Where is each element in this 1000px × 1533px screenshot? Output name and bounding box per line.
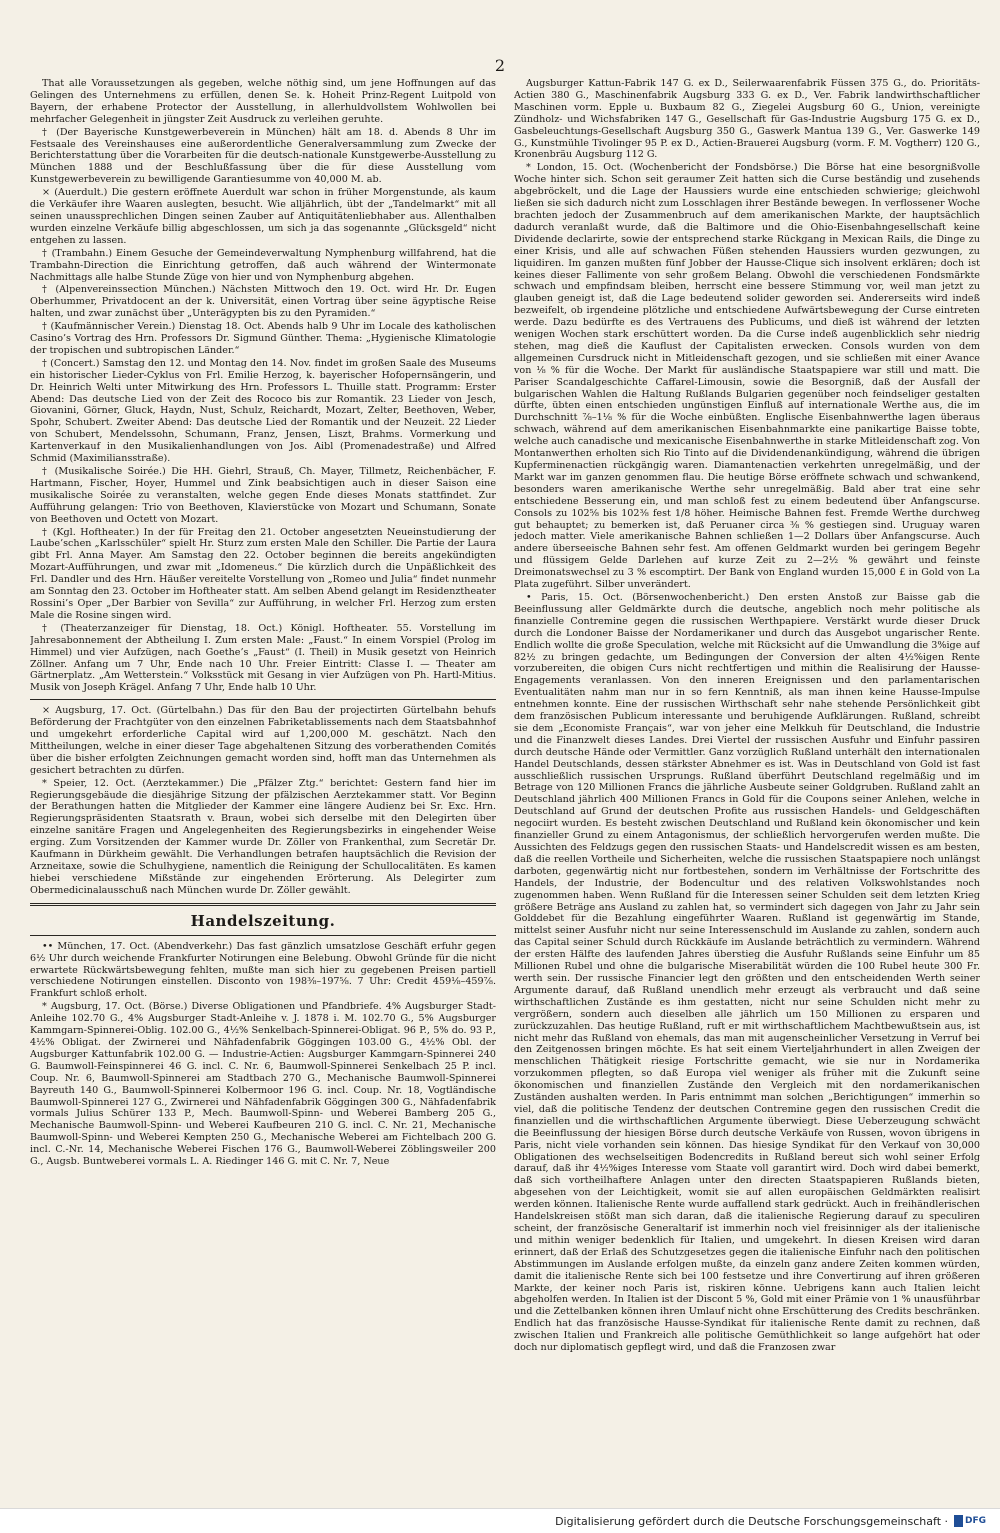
- dfg-logo-text: DFG: [965, 1515, 987, 1526]
- digitization-footer: [0, 1508, 1000, 1533]
- article-paragraph: † (Der Bayerische Kunstgewerbeverein in München) hält am 18. d. Abends 8 Uhr im Festsaale des Vereinshauses eine außerordentliche Generalversammlung zum Zwecke der Berichterstattung über die Vorarbeiten für die deutsch-nationale Kunstgewerbe-Ausstellung zu München 1888 und der Beschlußfassung über die für diese Ausstellung vom Kunstgewerbeverein zu bewilligende Garantiesumme von 40,000 M. ab.: [30, 126, 496, 186]
- article-paragraph: † (Kaufmännischer Verein.) Dienstag 18. Oct. Abends halb 9 Uhr im Locale des katholischen Casino’s Vortrag des Hrn. Professors Dr. Sigmund Günther. Thema: „Hygienische Klimatologie der tropischen und subtropischen Länder.“: [30, 321, 496, 356]
- footer-credit-text: Digitalisierung gefördert durch die Deutsche Forschungsgemeinschaft ·: [555, 1515, 948, 1528]
- newspaper-columns: [30, 78, 980, 1473]
- article-paragraph: * London, 15. Oct. (Wochenbericht der Fondsbörse.) Die Börse hat eine besorgnißvolle Woche hinter sich. Schon seit geraumer Zeit hatten sich die Curse beständig und zusehends abgebröckelt, und die Lage der Haussiers wurde eine entschieden schwierige; gleichwohl ließen sie sich dadurch nicht zum Losschlagen ihrer Bestände bewegen. In verflossener Woche brachten jedoch der Zusammenbruch auf dem amerikanischen Markte, der hauptsächlich dadurch veranlaßt wurde, daß die Baltimore und die Ohio-Eisenbahngesellschaft keine Dividende declarirte, sowie der entsprechend starke Rückgang in Mexican Rails, die Dinge zu einer Krisis, und alle auf schwachen Füßen stehenden Haussiers wurden gezwungen, zu liquidiren. Im ganzen mußten fünf Jobber der Hausse-Clique sich insolvent erklären; doch ist keines dieser Fallimente von sehr großem Belang. Obwohl die verschiedenen Fondsmärkte schwach und empfindsam bleiben, herrscht eine bessere Stimmung vor, weil man jetzt zu glauben geneigt ist, daß die Lage bedeutend solider geworden sei. Andererseits wird indeß bezweifelt, ob irgendeine plötzliche und entschiedene Aufwärtsbewegung der Curse eintreten werde. Dazu bedürfte es des Vertrauens des Publicums, und dieß ist während der letzten wenigen Wochen stark erschüttert worden. Da die Curse indeß augenblicklich sehr niedrig stehen, mag dieß die Kauflust der Capitalisten erwecken. Consols wurden von dem allgemeinen Cursdruck nicht in Mitleidenschaft gezogen, und sie schließen mit einer Avance von ⅛ % für die Woche. Der Markt für ausländische Staatspapiere war still und matt. Die Pariser Scandalgeschichte Caffarel-Limousin, sowie die Besorgniß, daß der Ausfall der bulgarischen Wahlen die Haltung Rußlands Bulgarien gegenüber noch feindseliger gestalten dürfte, übten einen entschieden ungünstigen Einfluß auf internationale Werthe aus, die im Durchschnitt ⅞–1⅛ % für die Woche einbüßten. Englische Eisenbahnwerthe lagen überaus schwach, während auf dem amerikanischen Eisenbahnmarkte eine panikartige Baisse tobte, welche auch canadische und mexicanische Eisenbahnwerthe in starke Mitleidenschaft zog. Von Montanwerthen erholten sich Rio Tinto auf die Dividendenankündigung, während die übrigen Kupferminenactien rückgängig waren. Diamantenactien verkehrten unregelmäßig, und der Markt war im ganzen genommen flau. Die heutige Börse eröffnete schwach und schwankend, besonders waren amerikanische Werthe sehr unregelmäßig. Bald aber trat eine sehr entschiedene Besserung ein, und man schloß fest zu einem bedeutend über Anfangscurse. Consols zu 102⅝ bis 102⅜ fest 1/8 höher. Heimische Bahnen fest. Fremde Werthe durchweg gut behauptet; zu bemerken ist, daß Peruaner circa ⅜ % gestiegen sind. Uruguay waren jedoch matter. Viele amerikanische Bahnen schließen 1—2 Dollars über Anfangscurse. Auch andere überseeische Bahnen sehr fest. Am offenen Geldmarkt wurden bei geringem Begehr und flüssigem Gelde Darlehen auf kurze Zeit zu 2—2½ % gewährt und feinste Dreimonatswechsel zu 3 % escomptirt. Der Bank von England wurden 15,000 £ in Gold von La Plata zugeführt. Silber unverändert.: [514, 162, 980, 591]
- right-column: [514, 78, 980, 1473]
- dfg-logo: [954, 1513, 992, 1528]
- article-paragraph: That alle Voraussetzungen als gegeben, welche nöthig sind, um jene Hoffnungen auf das Gelingen des Unternehmens zu erfüllen, denen Se. k. Hoheit Prinz-Regent Luitpold von Bayern, der erhabene Protector der Ausstellung, in allerhuldvollstem Wohlwollen bei mehrfacher Gelegenheit in jüngster Zeit Ausdruck zu verleihen geruhte.: [30, 78, 496, 125]
- page-number: 2: [494, 56, 506, 75]
- article-paragraph: † (Concert.) Samstag den 12. und Montag den 14. Nov. findet im großen Saale des Museums ein historischer Lieder-Cyklus von Frl. Emilie Herzog, k. bayerischer Hofopernsängerin, und Dr. Heinrich Welti unter Mitwirkung des Hrn. Professors L. Thuille statt. Programm: Erster Abend: Das deutsche Lied von der Zeit des Rococo bis zur Romantik. 23 Lieder von Jesch, Giovanini, Görner, Gluck, Haydn, Nust, Schulz, Reichardt, Mozart, Zelter, Beethoven, Weber, Spohr, Schubert. Zweiter Abend: Das deutsche Lied der Romantik und der Neuzeit. 22 Lieder von Schubert, Mendelssohn, Schumann, Franz, Jensen, Liszt, Brahms. Vormerkung und Kartenverkauf in den Musikalienhandlungen von Jos. Aibl (Promenadestraße) und Alfred Schmid (Maximiliansstraße).: [30, 357, 496, 465]
- article-paragraph: † (Kgl. Hoftheater.) In der für Freitag den 21. October angesetzten Neueinstudierung der Laube’schen „Karlsschüler“ spielt Hr. Sturz zum ersten Male den Schiller. Die Partie der Laura gibt Frl. Anna Mayer. Am Samstag den 22. October beginnen die bereits angekündigten Mozart-Aufführungen, und zwar mit „Idomeneus.“ Die kürzlich durch die Unpäßlichkeit des Frl. Dandler und des Hrn. Häußer vereitelte Vorstellung von „Romeo und Julia“ findet nunmehr am Sonntag den 23. October im Hoftheater statt. Am selben Abend gelangt im Residenztheater Rossini’s Oper „Der Barbier von Sevilla“ zur Aufführung, in welcher Frl. Herzog zum ersten Male die Rosine singen wird.: [30, 526, 496, 621]
- regional-news-section: [30, 705, 496, 897]
- article-paragraph: Augsburger Kattun-Fabrik 147 G. ex D., Seilerwaarenfabrik Füssen 375 G., do. Prioritäts-Actien 380 G., Maschinenfabrik Augsburg 333 G. ex D., Ver. Fabrik landwirthschaftlicher Maschinen vorm. Epple u. Buxbaum 82 G., Ziegelei Augsburg 60 G., Union, vereinigte Zündholz- und Wichsfabriken 147 G., Gesellschaft für Gas-Industrie Augsburg 175 G. ex D., Gasbeleuchtungs-Gesellschaft Augsburg 350 G., Gaswerk Mantua 139 G., Ver. Gaswerke 149 G., Kunstmühle Tivolinger 95 P. ex D., Actien-Brauerei Augsburg (vorm. F. M. Vogtherr) 120 G., Kronenbräu Augsburg 112 G.: [514, 78, 980, 161]
- article-paragraph: ⨯ Augsburg, 17. Oct. (Gürtelbahn.) Das für den Bau der projectirten Gürtelbahn behufs Beförderung der Frachtgüter von den einzelnen Fabriketablissements nach dem Staatsbahnhof und umgekehrt erforderliche Capital wird auf 1,200,000 M. geschätzt. Nach den Mittheilungen, welche in einer dieser Tage abgehaltenen Sitzung des vorberathenden Comités über die bisher erfolgten Zeichnungen gemacht worden sind, hofft man das Unternehmen als gesichert betrachten zu dürfen.: [30, 705, 496, 776]
- article-paragraph: * Speier, 12. Oct. (Aerztekammer.) Die „Pfälzer Ztg.“ berichtet: Gestern fand hier im Regierungsgebäude die diesjährige Sitzung der pfälzischen Aerztekammer statt. Vor Beginn der Berathungen hatten die Mitglieder der Kammer eine längere Audienz bei Sr. Exc. Hrn. Regierungspräsidenten Staatsrath v. Braun, wobei sich derselbe mit den Delegirten über einzelne sanitäre Fragen und Angelegenheiten des Regierungsbezirks in eingehender Weise erging. Zum Vorsitzenden der Kammer wurde Dr. Zöller von Frankenthal, zum Secretär Dr. Kaufmann in Dürkheim gewählt. Die Verhandlungen betrafen hauptsächlich die Revision der Arzneitaxe, sowie die Schulhygiene, namentlich die Reinigung der Schullocalitäten. Es kamen hiebei verschiedene Mißstände zur eingehenden Erörterung. Als Delegirter zum Obermedicinalausschuß nach München wurde Dr. Zöller gewählt.: [30, 777, 496, 896]
- article-paragraph: † (Alpenvereinssection München.) Nächsten Mittwoch den 19. Oct. wird Hr. Dr. Eugen Oberhummer, Privatdocent an der k. Universität, einen Vortrag über seine ägyptische Reise halten, und zwar zunächst über „Unterägypten bis zu den Pyramiden.“: [30, 284, 496, 320]
- commerce-news-section: [30, 941, 496, 1168]
- section-divider-rule: [30, 903, 496, 906]
- local-news-section: [30, 78, 496, 694]
- article-paragraph: ⨯ (Auerdult.) Die gestern eröffnete Auerdult war schon in früher Morgenstunde, als kaum die Verkäufer ihre Waaren auslegten, besucht. Wie alljährlich, übt der „Tandelmarkt“ mit all seinen unaussprechlichen Dingen seinen Zauber auf Antiquitätenliebhaber aus. Allenthalben wurden einzelne Verkäufe billig abgeschlossen, um sich ja das sogenannte „Glücksgeld“ nicht entgehen zu lassen.: [30, 187, 496, 246]
- article-paragraph: •• München, 17. Oct. (Abendverkehr.) Das fast gänzlich umsatzlose Geschäft erfuhr gegen 6½ Uhr durch weichende Frankfurter Notirungen eine Belebung. Obwohl Gründe für die nicht erwartete Rückwärtsbewegung fehlten, mußte man sich hier zu gegebenen Preisen partiell verschiedene Notirungen einstellen. Disconto von 198⅜–197⅝. 7 Uhr: Credit 459⅛–459⅞. Frankfurt schloß erholt.: [30, 940, 496, 1000]
- article-paragraph: † (Trambahn.) Einem Gesuche der Gemeindeverwaltung Nymphenburg willfahrend, hat die Trambahn-Direction die Einrichtung getroffen, daß auch während der Wintermonate Nachmittags alle halbe Stunde Züge von hier und von Nymphenburg abgehen.: [30, 247, 496, 283]
- article-paragraph: • Paris, 15. Oct. (Börsenwochenbericht.) Den ersten Anstoß zur Baisse gab die Beeinflussung aller Geldmärkte durch die deutsche, angeblich noch mehr politische als finanzielle Contremine gegen die russischen Werthpapiere. Verstärkt wurde dieser Druck durch die Londoner Baisse der Nordamerikaner und durch das Ausgebot ungarischer Rente. Endlich wollte die große Speculation, welche mit Rücksicht auf die Umwandlung die 3%ige auf 82½ zu bringen gedachte, um Bedingungen der Conversion der alten 4½%igen Rente vorzubereiten, die obigen Curs nicht rechtfertigen und mithin die Realisirung der Hausse-Engagements veranlassen. Von den inneren Ereignissen und den parlamentarischen Eventualitäten nahm man nur in so fern Kenntniß, als man ihnen keine Hausse-Impulse entnehmen konnte. Eine der russischen Wirthschaft sehr nahe stehende Persönlichkeit gibt dem französischen Publicum interessante und beruhigende Aufklärungen. Rußland, schreibt sie dem „Economiste Français“, war von jeher eine Melkkuh für Deutschland, die Industrie und die Finanzwelt dieses Landes. Drei Viertel der russischen Ausfuhr und Einfuhr passiren durch deutsche Hände oder Vermittler. Ganz vorzüglich Rußland unterhält den internationalen Handel Deutschlands, dessen stärkster Abnehmer es ist. Was in Deutschland von Gold ist fast ausschließlich russischen Ursprungs. Rußland überführt Deutschland regelmäßig und im Betrage von 120 Millionen Francs die jährliche Ausbeute seiner Goldgruben. Rußland zahlt an Deutschland jährlich 400 Millionen Francs in Gold für die Coupons seiner Anlehen, welche in Deutschland auf Grund der deutschen Profite aus russischen Handels- und Geldgeschäften negociirt wurden. Es besteht zwischen Deutschland und Rußland kein ökonomischer und kein finanzieller Grund zu einem Antagonismus, der schließlich hervorgerufen werden mußte. Die Aussichten des Feldzugs gegen den russischen Staats- und Handelscredit wissen es am besten, daß die reellen Vortheile und Sicherheiten, welche die russischen Staatspapiere noch unlängst darboten, gegenwärtig nicht nur fortbestehen, sondern im Verhältnisse der Fortschritte des Handels, der Industrie, der Bodencultur und des relativen Volkswohlstandes noch zugenommen haben. Wenn Rußland für die Interessen seiner Schulden seit dem letzten Krieg größere Beträge ans Ausland zu zahlen hat, so vermindert sich dagegen von Jahr zu Jahr sein Golddebet für die Bezahlung eingeführter Waaren. Rußland ist gegenwärtig im Stande, mittelst seiner Ausfuhr nicht nur seine Interessenschuld im Auslande zu zahlen, sondern auch das Capital seiner Schuld durch Rückkäufe im Auslande beträchtlich zu vermindern. Während der ersten Hälfte des laufenden Jahres überstieg die Ausfuhr Rußlands seine Einfuhr um 85 Millionen Rubel und ohne die bulgarische Miserabilität würden die 100 Rubel heute 300 Fr. werth sein. Der russische Financier legt den größten und den entscheidenden Werth seiner Argumente darauf, daß Rußland unendlich mehr erzeugt als verbraucht und daß seine wirthschaftlichen Zustände es ihm gestatten, nicht nur seine Schulden nicht mehr zu vergrößern, sondern auch dieselben alle jährlich um 150 Millionen zu ersparen und zurückzuzahlen. Das heutige Rußland, ruft er mit wirthschaftlichem Machtbewußtsein aus, ist nicht mehr das Rußland von ehemals, das man mit augenscheinlicher Versetzung in Verruf bei den Zeitgenossen bringen möchte. Es hat seit einem Vierteljahrhundert in allen Zweigen der menschlichen Thätigkeit riesige Fortschritte gemacht, wie sie nur in Nordamerika vorzukommen pflegten, so daß Europa viel weniger als früher mit die Zukunft seine ökonomischen und finanziellen Zustände den Vergleich mit den nordamerikanischen Zuständen aushalten werden. In Paris entnimmt man solchen „Berichtigungen“ immerhin so viel, daß die politische Tendenz der deutschen Contremine gegen den russischen Credit die finanziellen und die wirthschaftlichen Argumente überwiegt. Diese Ueberzeugung schwächt die Beeinflussung der hiesigen Börse durch deutsche Verkäufe von Russen, wovon übrigens in Paris, nicht viele vorhanden sein können. Das hiesige Syndikat für den Verkauf von 30,000 Obligationen des wechselseitigen Bodencredits in Rußland bereut sich wohl seiner Erfolg darauf, daß ihr 4½%iges Interesse vom Staate voll garantirt wird. Doch wird dabei bemerkt, daß sich vortheilhaftere Anlagen unter den directen Staatspapieren Rußlands bieten, abgesehen von der Leichtigkeit, womit sie auf allen europäischen Geldmärkten realisirt werden können. Italienische Rente wurde auffallend stark gedrückt. Auch in freihändlerischen Handelskreisen stößt man sich daran, daß die italienische Regierung darauf zu speculiren scheint, der französische Generaltarif ist immerhin noch viel freisinniger als der italienische und mithin weniger bedenklich für Italien, und umgekehrt. In diesen Kreisen wird daran erinnert, daß der Erlaß des Schutzgesetzes gegen die italienische Einfuhr nach den politischen Abstimmungen im Auslande erfolgen mußte, da einzeln ganz andere Zeiten kommen würden, damit die italienische Rente sich bei 100 festsetze und ihre Convertirung auf ihren größeren Markte, der keiner noch Paris ist, riskiren könne. Uebrigens kann auch Italien leicht abgeholfen werden. In Italien ist der Discont 5 %, Gold mit einer Prämie von 1 % unausführbar und die Zettelbanken können ihren Umlauf nicht ohne Erschütterung des Credits beschränken. Endlich hat das französische Hausse-Syndikat für italienische Rente damit zu rechnen, daß zwischen Italien und Frankreich alle politische Gemüthlichkeit so lange aufgehört hat oder doch nur diplomatisch gepflegt wird, und daß die Franzosen zwar: [514, 591, 980, 1354]
- article-paragraph: * Augsburg, 17. Oct. (Börse.) Diverse Obligationen und Pfandbriefe. 4% Augsburger Stadt-Anleihe 102.70 G., 4% Augsburger Stadt-Anleihe v. J. 1878 i. M. 102.70 G., 5% Augsburger Kammgarn-Spinnerei-Oblig. 102.00 G., 4½% Senkelbach-Spinnerei-Obligat. 96 P., 5% do. 93 P., 4½% Obligat. der Zwirnerei und Nähfadenfabrik Göggingen 103.00 G., 4½% Obl. der Augsburger Kattunfabrik 102.00 G. — Industrie-Actien: Augsburger Kammgarn-Spinnerei 240 G. Baumwoll-Feinspinnerei 46 G. incl. C. Nr. 6, Baumwoll-Spinnerei Senkelbach 25 P. incl. Coup. Nr. 6, Baumwoll-Spinnerei am Stadtbach 270 G., Mechanische Baumwoll-Spinnerei Bayreuth 140 G., Baumwoll-Spinnerei Kolbermoor 196 G. incl. Coup. Nr. 18, Vogtländische Baumwoll-Spinnerei 127 G., Zwirnerei und Nähfadenfabrik Göggingen 300 G., Nähfadenfabrik vormals Julius Schürer 133 P., Mech. Baumwoll-Spinn- und Weberei Bamberg 205 G., Mechanische Baumwoll-Spinn- und Weberei Kaufbeuren 210 G. incl. C. Nr. 21, Mechanische Baumwoll-Spinn- und Weberei Kempten 250 G., Mechanische Weberei am Fichtelbach 200 G. incl. C.-Nr. 14, Mechanische Weberei Fischen 176 G., Baumwoll-Weberei Zöblingsweiler 200 G., Augsb. Buntweberei vormals L. A. Riedinger 146 G. mit C. Nr. 7, Neue: [30, 1001, 496, 1168]
- market-report-section: [514, 78, 980, 1354]
- heading-divider-rule: [30, 935, 496, 936]
- article-paragraph: † (Musikalische Soirée.) Die HH. Giehrl, Strauß, Ch. Mayer, Tillmetz, Reichenbächer, F. Hartmann, Fischer, Hoyer, Hummel und Zink beabsichtigen auch in dieser Saison eine musikalische Soirée zu veranstalten, welche gegen Ende dieses Monats stattfindet. Zur Aufführung gelangen: Trio von Beethoven, Klavierstücke von Mozart und Schumann, Sonate von Beethoven und Octett von Mozart.: [30, 466, 496, 525]
- left-column: [30, 78, 496, 1473]
- dfg-logo-mark-icon: [954, 1515, 963, 1527]
- section-heading-handelszeitung: Handelszeitung.: [190, 911, 336, 930]
- article-paragraph: † (Theaterzanzeiger für Dienstag, 18. Oct.) Königl. Hoftheater. 55. Vorstellung im Jahresabonnement der Abtheilung I. Zum ersten Male: „Faust.“ In einem Vorspiel (Prolog im Himmel) und vier Aufzügen, nach Goethe’s „Faust“ (I. Theil) in Musik gesetzt von Heinrich Zöllner. Anfang um 7 Uhr, Ende nach 10 Uhr. Freier Eintritt: Classe I. — Theater am Gärtnerplatz. „Am Wetterstein.“ Volksstück mit Gesang in vier Aufzügen von Ph. Hartl-Mitius. Musik von Joseph Krägel. Anfang 7 Uhr, Ende halb 10 Uhr.: [30, 622, 496, 694]
- column-divider-rule: [30, 699, 496, 700]
